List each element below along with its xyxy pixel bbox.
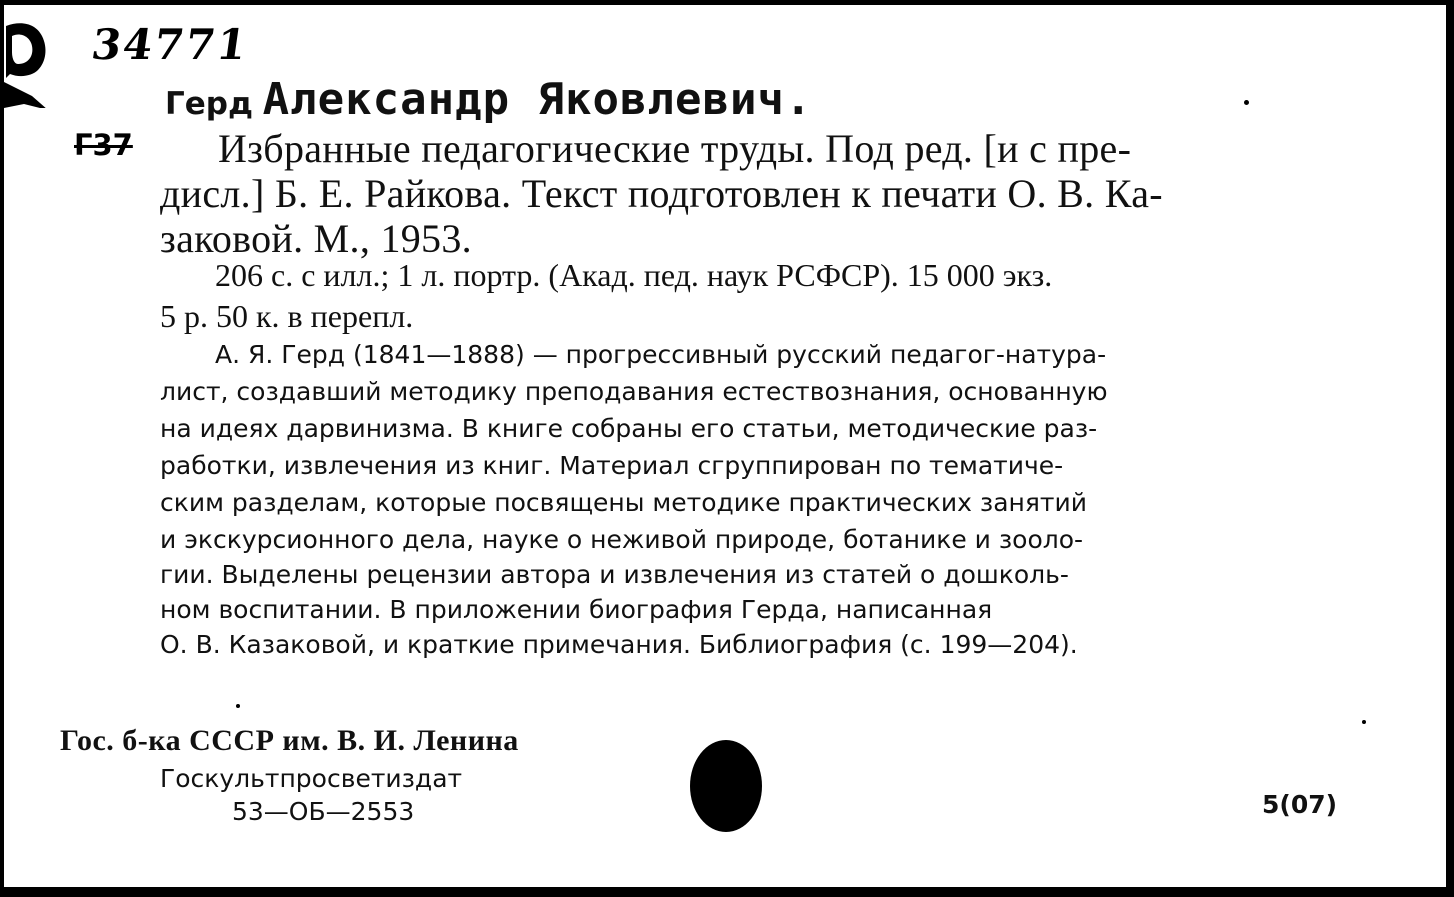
- author-given-names: Александр Яковлевич.: [262, 74, 813, 125]
- handwritten-inventory-number: 34771: [88, 20, 252, 69]
- annotation-line-9: О. В. Казаковой, и краткие примечания. Библиография (с. 199—204).: [160, 630, 1078, 659]
- shelf-mark: Г37: [74, 128, 133, 162]
- title-line-2: дисл.] Б. Е. Райкова. Текст подготовлен к печати О. В. Ка-: [160, 171, 1163, 216]
- imprint-line-2: 5 р. 50 к. в перепл.: [160, 298, 414, 334]
- card-border-bottom: [0, 887, 1454, 897]
- annotation-line-7: гии. Выделены рецензии автора и извлечения из статей о дошколь-: [160, 560, 1069, 589]
- speck: [1244, 100, 1249, 105]
- annotation-line-6: и экскурсионного дела, науке о неживой природе, ботанике и зооло-: [160, 525, 1084, 554]
- card-border-top: [0, 0, 1454, 5]
- card-number: 53—ОБ—2553: [232, 797, 415, 826]
- author-surname: Герд: [165, 86, 254, 122]
- speck: [236, 704, 240, 708]
- card-punch-hole: [690, 740, 762, 832]
- ink-blot-corner-mark: [2, 18, 72, 108]
- title-line-1: Избранные педагогические труды. Под ред. [и с пре-: [218, 126, 1132, 171]
- card-border-left: [0, 0, 4, 897]
- annotation-line-8: ном воспитании. В приложении биография Герда, написанная: [160, 595, 993, 624]
- imprint-line-1: 206 с. с илл.; 1 л. портр. (Акад. пед. наук РСФСР). 15 000 экз.: [215, 257, 1053, 293]
- publisher-name: Госкультпросветиздат: [160, 764, 463, 793]
- annotation-line-3: на идеях дарвинизма. В книге собраны его статьи, методические раз-: [160, 414, 1098, 443]
- card-border-right: [1446, 0, 1454, 897]
- annotation-line-5: ским разделам, которые посвящены методике практических занятий: [160, 488, 1087, 517]
- title-line-3: заковой. М., 1953.: [160, 216, 472, 261]
- speck: [1362, 720, 1366, 724]
- library-name: Гос. б-ка СССР им. В. И. Ленина: [60, 724, 519, 757]
- classification-index: 5(07): [1262, 790, 1338, 819]
- annotation-line-4: работки, извлечения из книг. Материал сгруппирован по тематиче-: [160, 451, 1064, 480]
- author-heading: [165, 74, 812, 125]
- annotation-line-1: А. Я. Герд (1841—1888) — прогрессивный русский педагог-натура-: [215, 340, 1107, 369]
- annotation-line-2: лист, создавший методику преподавания естествознания, основанную: [160, 377, 1108, 406]
